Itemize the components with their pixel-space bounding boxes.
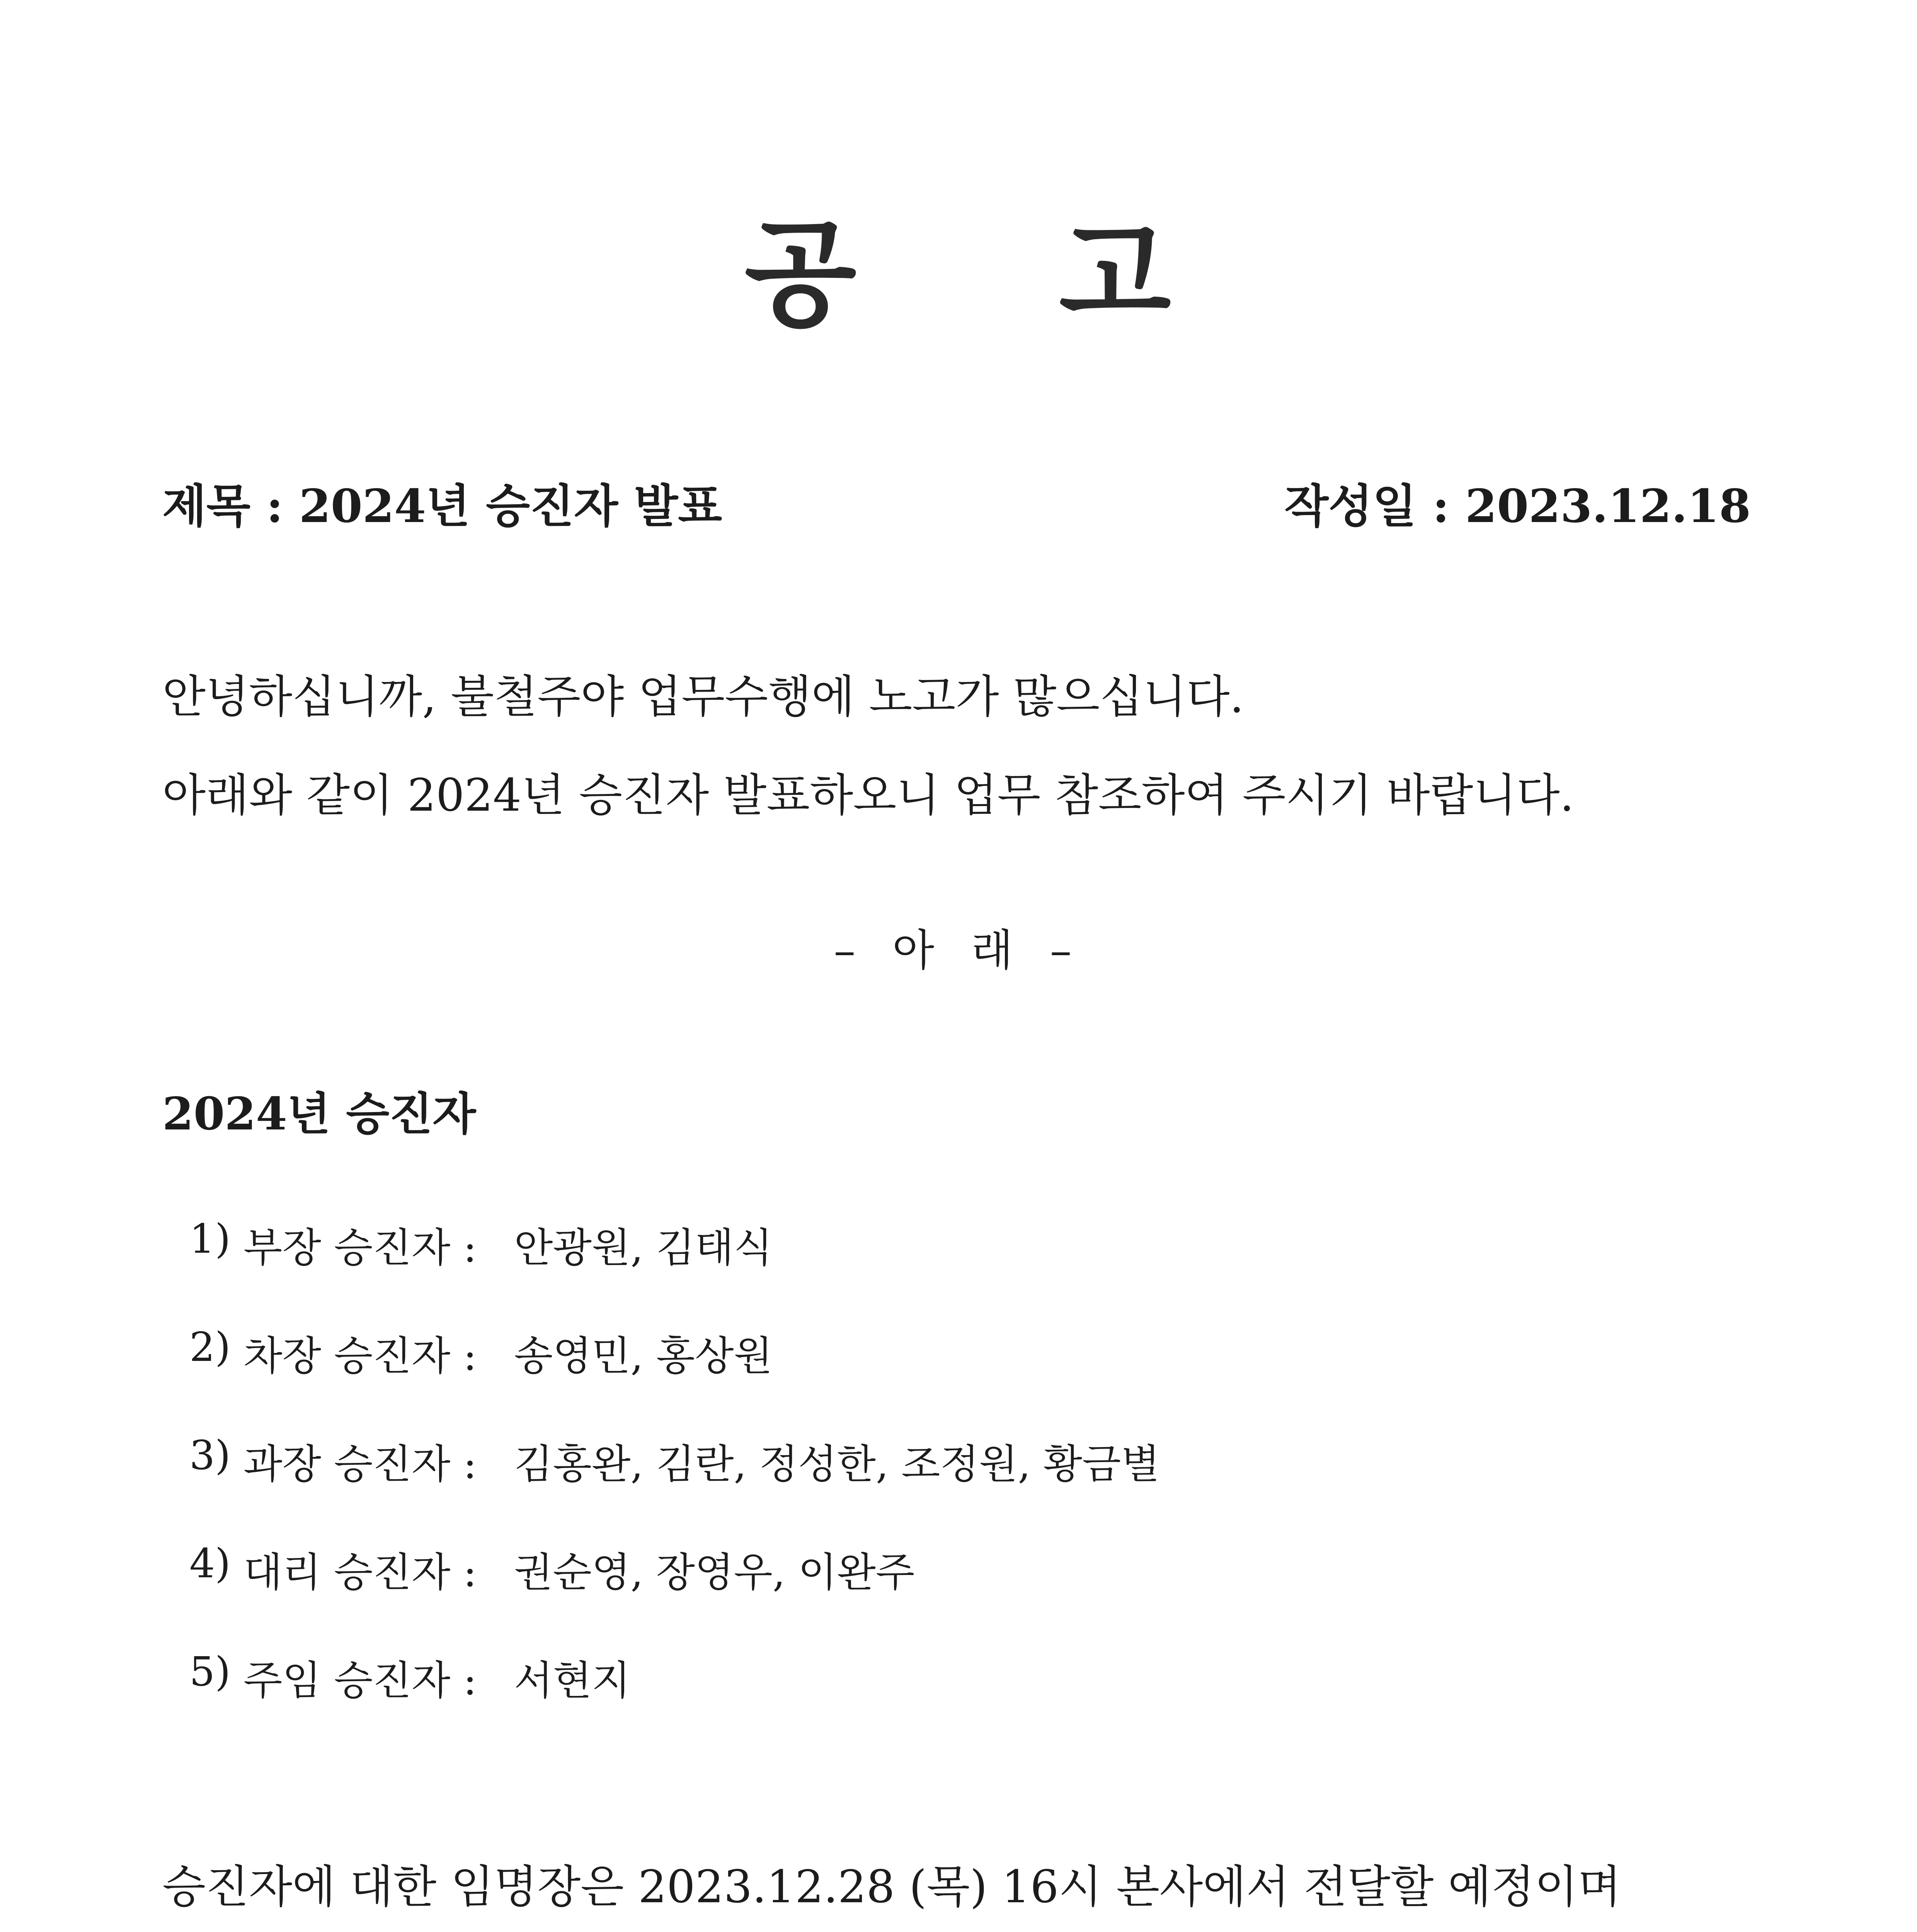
item-label: 과장 승진자 :	[243, 1440, 477, 1488]
item-names: 김홍완, 김란, 정성한, 조정원, 황금별	[514, 1440, 1160, 1488]
closing-line-1: 승진자에 대한 임명장은 2023.12.28 (목) 16시 본사에서 전달할 예정이며	[162, 1861, 1621, 1913]
written-date: 작성일 : 2023.12.18	[1284, 479, 1751, 533]
promotion-item	[189, 1323, 1735, 1432]
item-names: 권순영, 장영우, 이완주	[514, 1549, 915, 1596]
item-number: 3)	[189, 1432, 231, 1479]
item-names: 안광원, 김태식	[514, 1224, 773, 1271]
notice-heading: – 아 래 –	[834, 925, 1083, 976]
promotion-item	[189, 1648, 1735, 1756]
page-title	[0, 182, 1917, 348]
item-number: 2)	[189, 1323, 231, 1371]
item-names: 서현지	[514, 1657, 631, 1704]
greeting-line-1: 안녕하십니까, 불철주야 업무수행에 노고가 많으십니다.	[162, 671, 1244, 723]
item-number: 1)	[189, 1215, 231, 1262]
item-number: 5)	[189, 1648, 231, 1695]
title-char-1: 공	[744, 206, 858, 342]
promotion-list	[189, 1215, 1735, 1756]
item-names: 송영민, 홍상원	[514, 1332, 773, 1379]
item-label: 주임 승진자 :	[243, 1657, 477, 1704]
item-label: 차장 승진자 :	[243, 1332, 477, 1379]
item-label: 대리 승진자 :	[243, 1549, 477, 1596]
item-number: 4)	[189, 1540, 231, 1587]
subject-line: 제목 : 2024년 승진자 발표	[162, 479, 722, 533]
promotion-item	[189, 1432, 1735, 1540]
greeting-line-2: 아래와 같이 2024년 승진자 발표하오니 업무 참조하여 주시기 바랍니다.	[162, 769, 1574, 821]
section-title: 2024년 승진자	[162, 1088, 476, 1140]
title-char-2: 고	[1059, 206, 1173, 342]
item-label: 부장 승진자 :	[243, 1224, 477, 1271]
promotion-item	[189, 1215, 1735, 1323]
promotion-item	[189, 1540, 1735, 1648]
